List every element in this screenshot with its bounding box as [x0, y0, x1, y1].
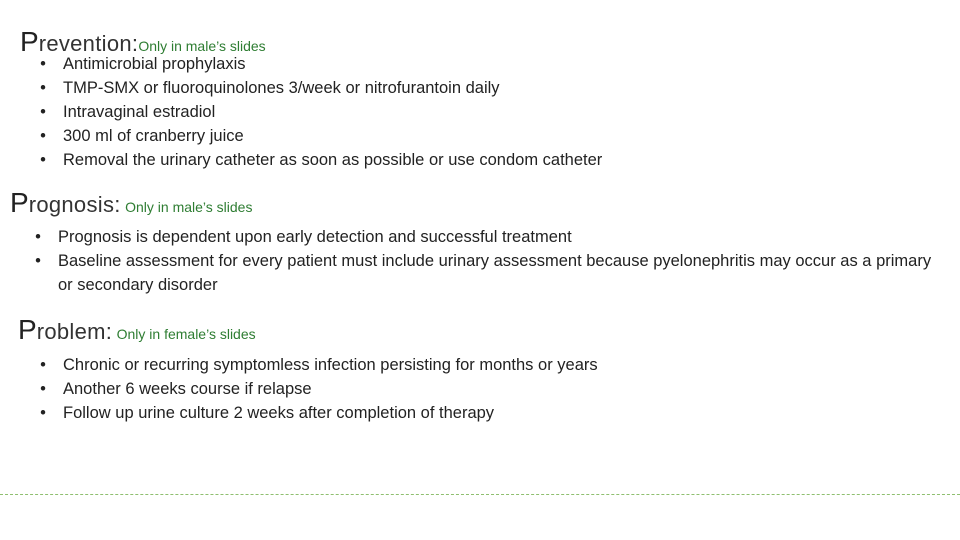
- list-item: • Baseline assessment for every patient must include urinary assessment because pyelonephritis may occur as a primary or secondary disorder: [28, 249, 938, 297]
- bullet-icon: •: [40, 127, 46, 145]
- list-item: • 300 ml of cranberry juice: [33, 124, 602, 148]
- list-item: • Antimicrobial prophylaxis: [33, 52, 602, 76]
- bullet-icon: •: [40, 151, 46, 169]
- bullet-icon: •: [40, 55, 46, 73]
- bullet-icon: •: [35, 228, 41, 246]
- problem-heading-text: roblem:: [36, 319, 113, 344]
- bullet-icon: •: [40, 103, 46, 121]
- list-item: • Removal the urinary catheter as soon as possible or use condom catheter: [33, 148, 602, 172]
- prevention-note: Only in male’s slides: [138, 38, 266, 54]
- bullet-icon: •: [40, 79, 46, 97]
- problem-heading: [18, 316, 256, 344]
- prognosis-section: [10, 189, 252, 217]
- problem-list: [33, 353, 598, 425]
- problem-heading-initial: P: [18, 314, 37, 345]
- bullet-icon: •: [40, 380, 46, 398]
- prevention-heading-text: revention:: [38, 31, 139, 56]
- prognosis-heading: [10, 189, 252, 217]
- prognosis-heading-text: rognosis:: [28, 192, 121, 217]
- prognosis-note: Only in male’s slides: [125, 199, 253, 215]
- bullet-icon: •: [35, 252, 41, 270]
- problem-note: Only in female’s slides: [116, 326, 256, 342]
- list-item: • Another 6 weeks course if relapse: [33, 377, 598, 401]
- bullet-icon: •: [40, 356, 46, 374]
- prognosis-heading-initial: P: [10, 187, 29, 218]
- prevention-heading-initial: P: [20, 26, 39, 57]
- list-item: • Chronic or recurring symptomless infection persisting for months or years: [33, 353, 598, 377]
- bullet-icon: •: [40, 404, 46, 422]
- problem-section: [18, 316, 256, 344]
- prevention-list: [33, 52, 602, 172]
- list-item: • Prognosis is dependent upon early detection and successful treatment: [28, 225, 938, 249]
- footer-divider: [0, 494, 960, 495]
- list-item: • TMP-SMX or fluoroquinolones 3/week or nitrofurantoin daily: [33, 76, 602, 100]
- list-item: • Intravaginal estradiol: [33, 100, 602, 124]
- list-item: • Follow up urine culture 2 weeks after completion of therapy: [33, 401, 598, 425]
- prognosis-list: [28, 225, 938, 297]
